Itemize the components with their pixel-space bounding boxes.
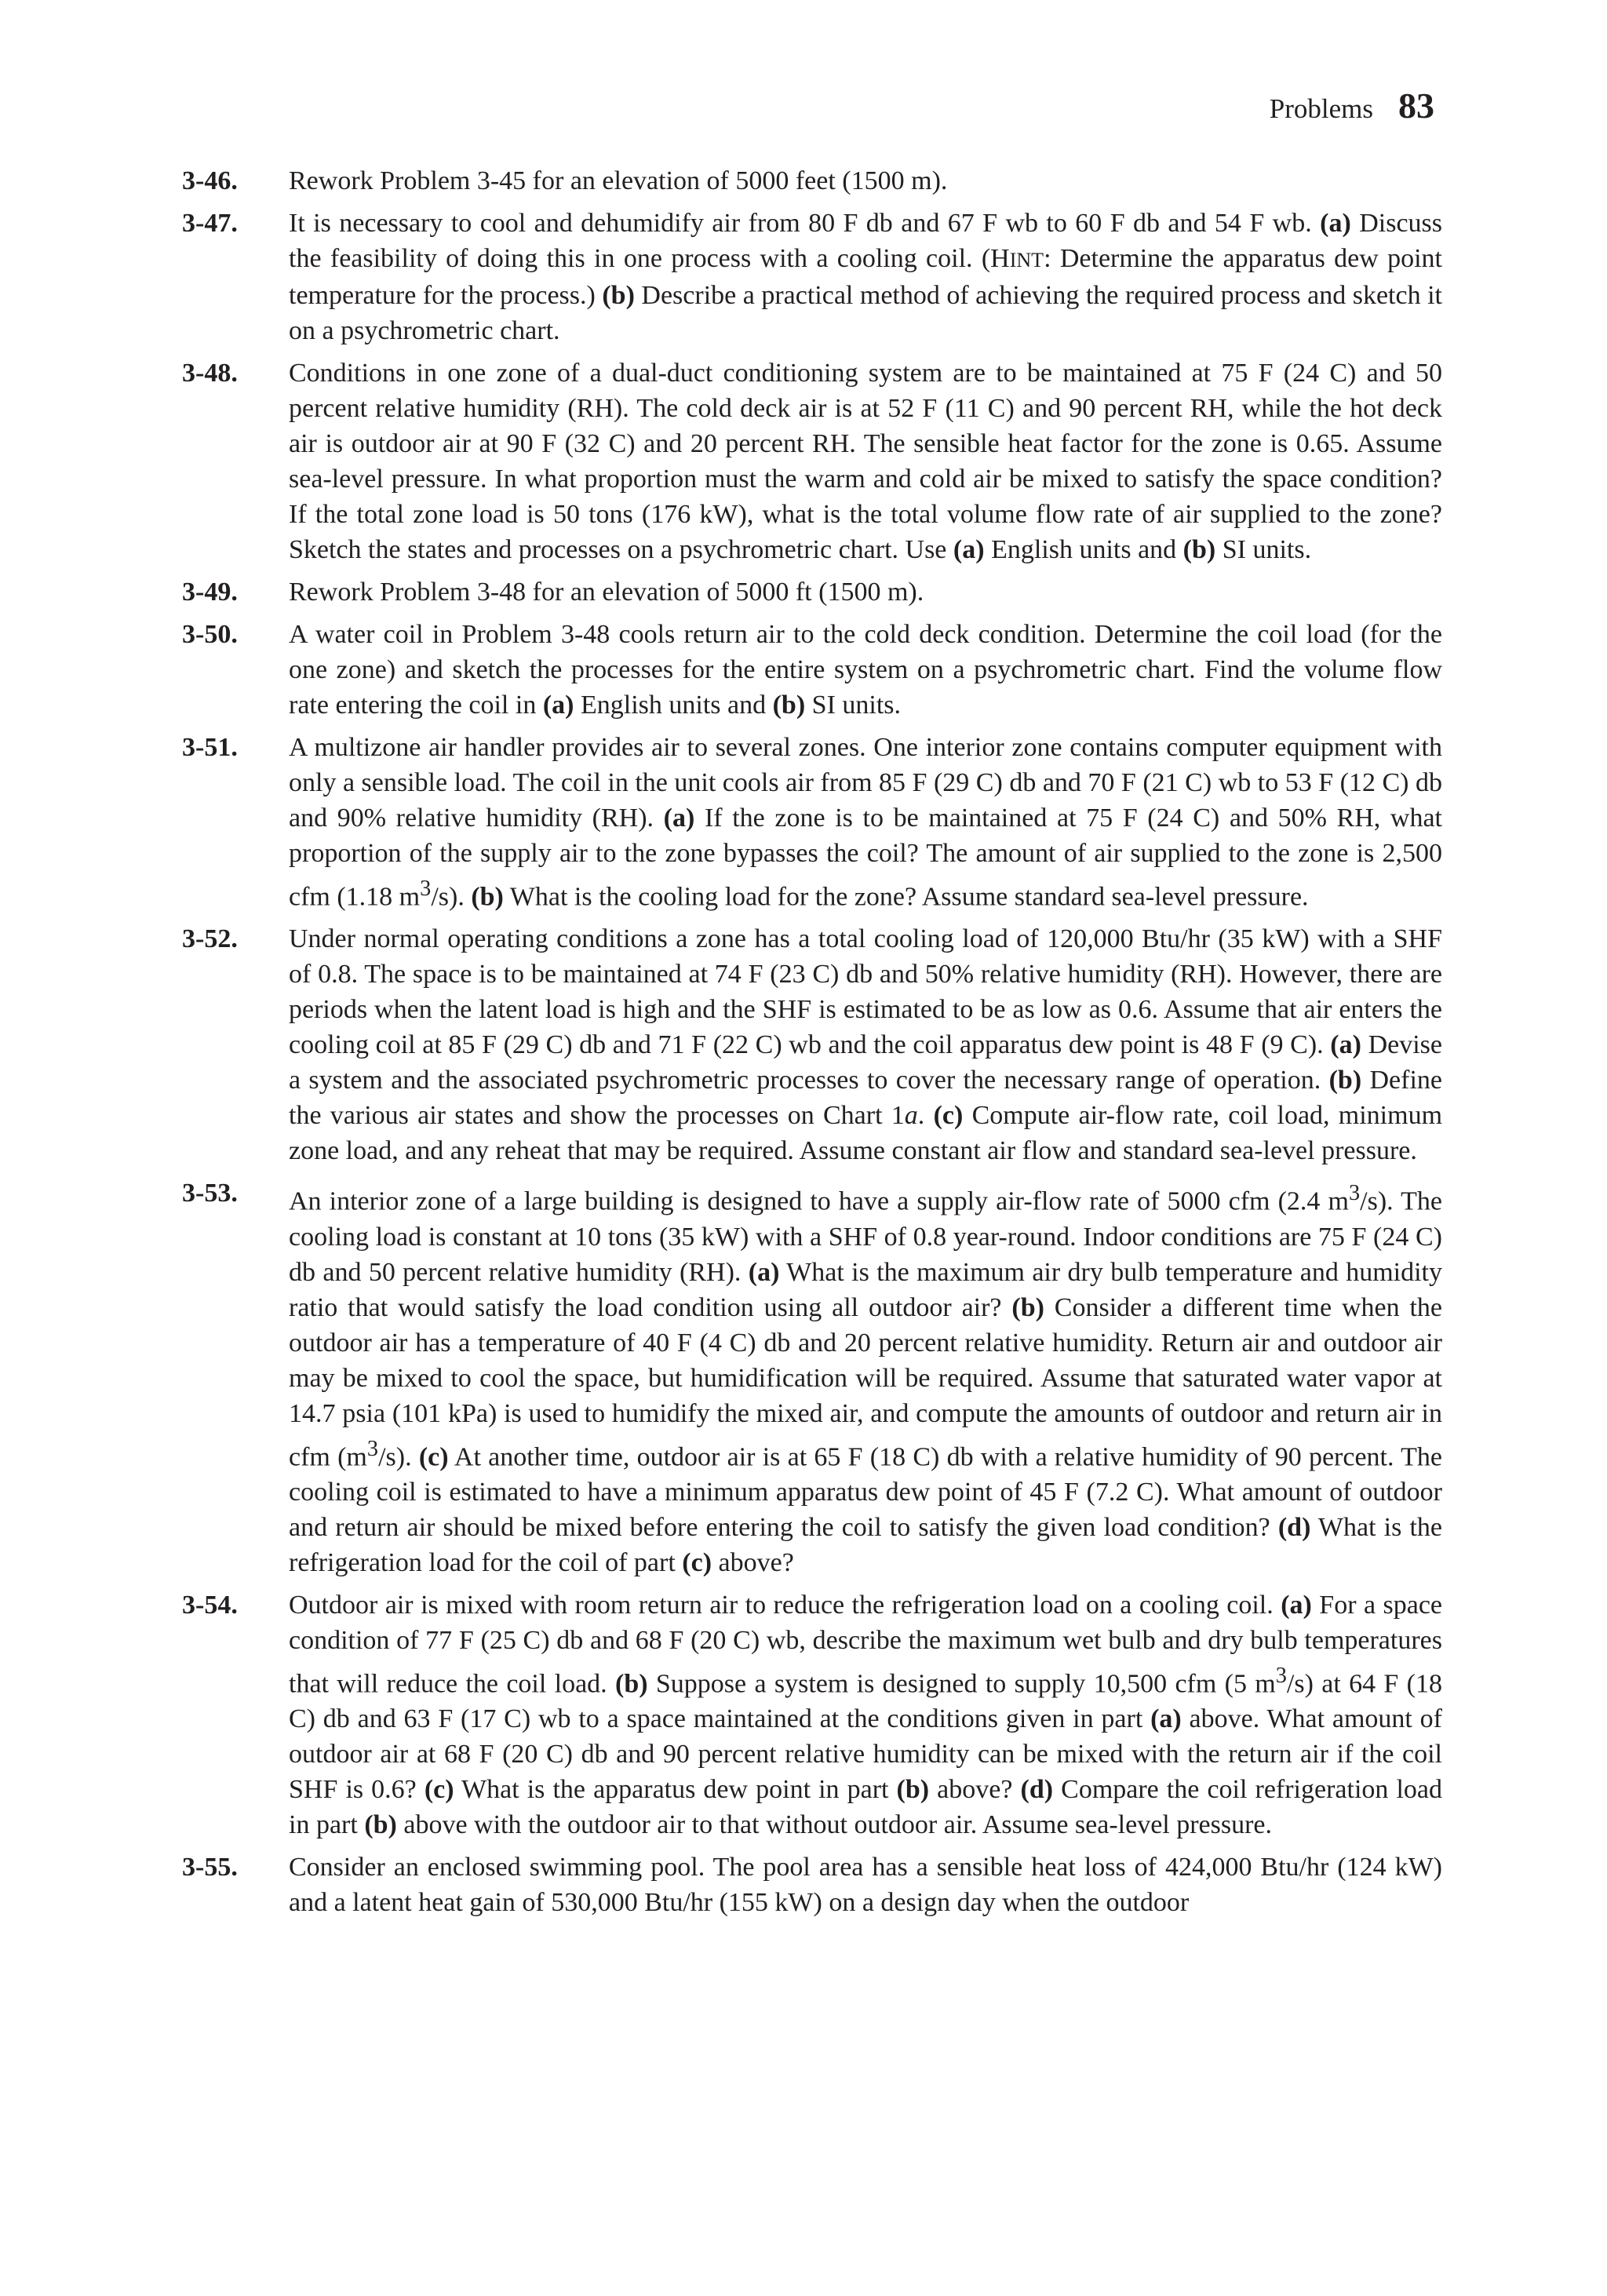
problem-number: 3-52. [182,924,238,954]
problem-item [182,1175,1442,1580]
part-label: (a) [1281,1590,1312,1620]
problem-item [182,1587,1442,1842]
problem-item [182,1850,1442,1920]
problem-text-run: A water coil in Problem 3-48 cools return air to the cold deck condition. Determine the coil load (for the one zone) and sketch the processes for the entire system on a psychrometric chart. Find the volume flow rate entering the coil in [289,620,1442,720]
problem-text [289,1587,1442,1842]
problem-text [289,617,1442,723]
problem-text-run: /s). [431,882,472,912]
problem-text-run: Consider a different time when the outdoor air has a temperature of 40 F (4 C) db and 20 percent relative humidity. Return air and outdoor air may be mixed to cool the space, but humidification will be required. Assume that saturated water vapor at 14.7 psia (101 kPa) is used to humidify the mixed air, and compute the amounts of outdoor and return air in cfm (m [289,1292,1442,1471]
problem-text-run: Consider an enclosed swimming pool. The pool area has a sensible heat loss of 424,000 Btu/hr (124 kW) and a latent heat gain of 530,000 Btu/hr (155 kW) on a design day when the outdoor [289,1853,1442,1918]
problem-number: 3-51. [182,733,238,762]
page-number: 83 [1398,86,1434,126]
problem-text-run: above. What amount of outdoor air at 68 F (20 C) db and 90 percent relative humidity can be mixed with the return air if the coil SHF is 0.6? [289,1704,1442,1805]
problem-text-run: Discuss the feasibility of doing this in one process with a cooling coil. (H [289,209,1442,273]
problem-number: 3-50. [182,620,238,649]
problem-text [289,1175,1442,1580]
part-label: (b) [772,691,806,720]
problem-number: 3-53. [182,1179,238,1208]
problem-number: 3-55. [182,1853,238,1882]
superscript: 3 [420,876,432,901]
problem-text-run: above? [929,1775,1021,1805]
part-label: (a) [542,691,574,720]
problem-text [289,163,1442,199]
problem-text-run: It is necessary to cool and dehumidify air from 80 F db and 67 F wb to 60 F db and 54 F wb. [289,209,1321,238]
problem-item [182,617,1442,723]
problem-text-run: Compare the coil refrigeration load in part [289,1775,1442,1840]
superscript: 3 [366,1436,379,1461]
problem-text-run: What is the apparatus dew point in part [454,1775,897,1805]
problem-text-run: Define the various air states and show the processes on Chart 1 [289,1066,1442,1131]
problem-text-run: above with the outdoor air to that without outdoor air. Assume sea-level pressure. [396,1810,1273,1840]
problem-text-run: Rework Problem 3-48 for an elevation of 5000 ft (1500 m). [289,578,924,607]
part-label: (a) [748,1257,780,1287]
italic-text: a [904,1101,918,1131]
section-title: Problems [1269,93,1373,124]
problem-text-run: Conditions in one zone of a dual-duct conditioning system are to be maintained at 75 F (24 C) and 50 percent relative humidity (RH). The cold deck air is at 52 F (11 C) and 90 percent RH, while the hot deck air is outdoor air at 90 F (32 C) and 20 percent RH. The sensible heat factor for the zone is 0.65. Assume sea-level pressure. In what proportion must the warm and cold air be mixed to satisfy the space condition? If the total zone load is 50 tons (176 kW), what is the total volume flow rate of air supplied to the zone? Sketch the states and processes on a psychrometric chart. Use [289,359,1442,564]
superscript: 3 [1348,1181,1361,1206]
part-label: (b) [1328,1066,1362,1095]
problem-text-run: Describe a practical method of achieving the required process and sketch it on a psychrometric chart. [289,281,1442,345]
problem-text-run: English units and [984,535,1183,564]
problem-text-run: An interior zone of a large building is designed to have a supply air-flow rate of 5000 cfm (2.4 m [289,1186,1349,1216]
problem-text [289,355,1442,567]
problem-number: 3-46. [182,166,238,195]
problem-text-run: /s). [378,1441,419,1471]
problem-item [182,730,1442,914]
part-label: (c) [682,1547,712,1577]
part-label: (b) [364,1810,397,1840]
problem-text-run: What is the cooling load for the zone? Assume standard sea-level pressure. [503,882,1309,912]
problem-text-run: above? [712,1547,794,1577]
problem-item [182,163,1442,199]
problem-number: 3-47. [182,209,238,238]
problem-text [289,730,1442,914]
problem-text-run: If the zone is to be maintained at 75 F (24 C) and 50% RH, what proportion of the supply air to the zone bypasses the coil? The amount of air supplied to the zone is 2,500 cfm (1.18 m [289,804,1442,912]
problem-item [182,921,1442,1168]
part-label: (d) [1277,1512,1311,1542]
problem-text-run: Devise a system and the associated psychrometric processes to cover the necessary range of operation. [289,1030,1442,1095]
problem-text-run: SI units. [1215,535,1312,564]
problem-text [289,921,1442,1168]
problem-number: 3-48. [182,359,238,388]
problem-number: 3-54. [182,1590,238,1620]
part-label: (b) [615,1669,648,1699]
problem-text-run: Rework Problem 3-45 for an elevation of 5000 feet (1500 m). [289,166,948,195]
problem-item [182,355,1442,567]
part-label: (b) [471,882,504,912]
problem-text-run: A multizone air handler provides air to several zones. One interior zone contains computer equipment with only a sensible load. The coil in the unit cools air from 85 F (29 C) db and 70 F (21 C) wb to 53 F (12 C) db and 90% relative humidity (RH). [289,733,1442,833]
problem-text-run: Suppose a system is designed to supply 10,500 cfm (5 m [647,1669,1276,1699]
problem-text-run: Outdoor air is mixed with room return air to reduce the refrigeration load on a cooling coil. [289,1590,1281,1620]
problem-text [289,574,1442,610]
problem-text-run: Under normal operating conditions a zone has a total cooling load of 120,000 Btu/hr (35 kW) with a SHF of 0.8. The space is to be maintained at 74 F (23 C) db and 50% relative humidity (RH). However, there are periods when the latent load is high and the SHF is estimated to be as low as 0.6. Assume that air enters the cooling coil at 85 F (29 C) db and 71 F (22 C) wb and the coil apparatus dew point is 48 F (9 C). [289,924,1442,1060]
part-label: (a) [1150,1704,1182,1734]
part-label: (c) [418,1441,449,1471]
part-label: (b) [1011,1292,1044,1322]
problem-text-run: English units and [574,691,773,720]
part-label: (a) [663,804,695,833]
problem-text-run: Compute air-flow rate, coil load, minimum zone load, and any reheat that may be required. Assume constant air flow and standard sea-level pressure. [289,1101,1443,1166]
problem-text-run: SI units. [805,691,902,720]
problem-text-run: At another time, outdoor air is at 65 F (18 C) db with a relative humidity of 90 percent. The cooling coil is estimated to have a minimum apparatus dew point of 45 F (7.2 C). What amount of outdoor and return air should be mixed before entering the coil to satisfy the given load condition? [289,1441,1442,1542]
problem-list [182,163,1442,1927]
problem-text-run: What is the maximum air dry bulb temperature and humidity ratio that would satisfy the load condition using all outdoor air? [289,1257,1442,1322]
part-label: (d) [1020,1775,1054,1805]
problem-text-run: . [917,1101,934,1131]
part-label: (a) [1320,209,1351,238]
part-label: (a) [1330,1030,1361,1060]
superscript: 3 [1275,1663,1287,1688]
problem-text-run: /s) at 64 F (18 C) db and 63 F (17 C) wb to a space maintained at the conditions given in part [289,1669,1442,1734]
part-label: (a) [953,535,985,564]
problem-text-run: : Determine the apparatus dew point temperature for the process.) [289,244,1443,310]
problem-text-run: /s). The cooling load is constant at 10 tons (35 kW) with a SHF of 0.8 year-round. Indoor conditions are 75 F (24 C) db and 50 percent relative humidity (RH). [289,1186,1443,1287]
problem-text [289,206,1442,348]
problem-text-run: What is the refrigeration load for the coil of part [289,1512,1442,1577]
part-label: (b) [896,1775,930,1805]
problem-number: 3-49. [182,578,238,607]
part-label: (b) [602,281,635,310]
part-label: (c) [424,1775,454,1805]
part-label: (b) [1182,535,1216,564]
problem-item [182,206,1442,348]
part-label: (c) [933,1101,964,1131]
problem-text [289,1850,1442,1920]
page-header [1270,85,1434,126]
problem-item [182,574,1442,610]
small-caps-text: INT [1009,249,1044,272]
problem-text-run: For a space condition of 77 F (25 C) db and 68 F (20 C) wb, describe the maximum wet bulb and dry bulb temperatures that will reduce the coil load. [289,1590,1443,1699]
